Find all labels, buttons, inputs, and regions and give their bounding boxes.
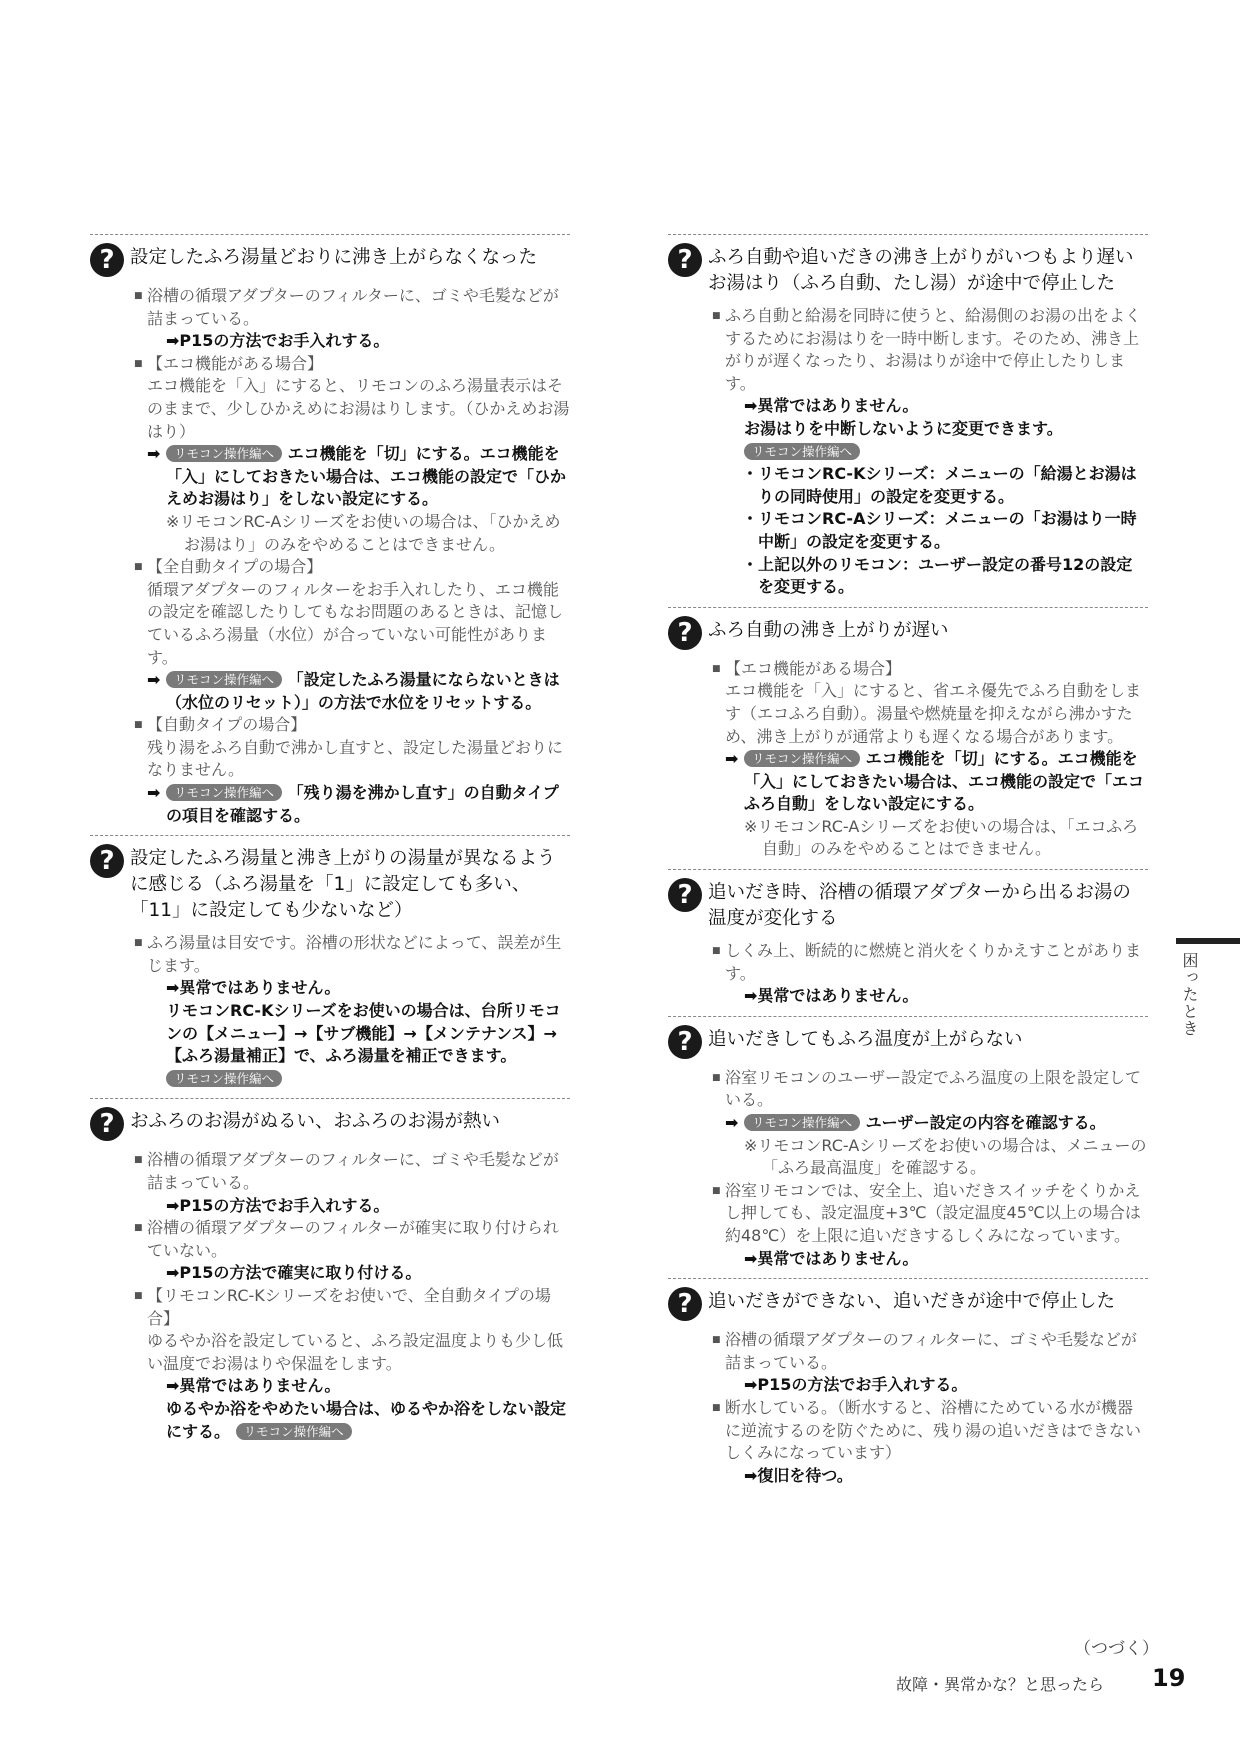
faq-question xyxy=(668,1027,1148,1059)
faq-question xyxy=(90,1109,570,1141)
cause-item: ■ ふろ自動と給湯を同時に使うと、給湯側のお湯の出をよくするためにお湯はりを一時中断します。そのため、沸き上がりが遅くなったり、お湯はりが途中で停止したりします。 xyxy=(712,305,1148,395)
faq-answer xyxy=(134,285,570,827)
remedy-text: 「設定したふろ湯量にならないときは（水位のリセット）」の方法で水位をリセットする。 xyxy=(166,670,560,712)
cause-item: ■ 浴室リモコンでは、安全上、追いだきスイッチをくりかえし押しても、設定温度+3℃（設定温度45℃以上の場合は約48℃）を上限に追いだきするしくみになっています。 xyxy=(712,1180,1148,1248)
cause-item: ■ 【エコ機能がある場合】 xyxy=(712,658,1148,681)
remote-manual-badge: リモコン操作編へ xyxy=(744,1114,860,1131)
question-icon: ? xyxy=(668,243,702,277)
remedy-detail: お湯はりを中断しないように変更できます。 xyxy=(744,418,1063,438)
remote-manual-badge: リモコン操作編へ xyxy=(744,750,860,767)
remote-manual-badge: リモコン操作編へ xyxy=(166,445,282,462)
remote-manual-badge: リモコン操作編へ xyxy=(744,443,860,460)
remote-manual-badge: リモコン操作編へ xyxy=(166,671,282,688)
cause-item: ■ 浴槽の循環アダプターのフィルターに、ゴミや毛髪などが詰まっている。 xyxy=(712,1329,1148,1374)
remedy: ➡異常ではありません。 xyxy=(166,1376,341,1396)
remedy: ➡異常ではありません。 xyxy=(744,1248,919,1268)
question-icon: ? xyxy=(90,844,124,878)
cause-item: ■ 【エコ機能がある場合】 xyxy=(134,353,570,376)
question-icon: ? xyxy=(90,243,124,277)
remedy-text: エコ機能を「切」にする。エコ機能を「入」にしておきたい場合は、エコ機能の設定で「エコふろ自動」をしない設定にする。 xyxy=(744,749,1145,814)
faq-title: 設定したふろ湯量どおりに沸き上がらなくなった xyxy=(130,247,538,268)
question-icon: ? xyxy=(668,878,702,912)
cause-item: ■ 断水している。（断水すると、浴槽にためている水が機器に逆流するのを防ぐために、残り湯の追いだきはできないしくみになっています） xyxy=(712,1397,1148,1465)
faq-question xyxy=(668,618,1148,650)
cause-item: ■ しくみ上、断続的に燃焼と消火をくりかえすことがあります。 xyxy=(712,940,1148,985)
cause-item: ■ 浴槽の循環アダプターのフィルターに、ゴミや毛髪などが詰まっている。 xyxy=(134,1149,570,1194)
faq-section xyxy=(90,1098,570,1451)
faq-question xyxy=(90,245,570,277)
badge-line xyxy=(134,1068,570,1091)
page-number: 19 xyxy=(1152,1664,1186,1692)
right-column xyxy=(668,234,1148,1495)
arrow-icon: ➡ xyxy=(147,670,161,690)
remedy-text: ゆるやか浴をやめたい場合は、ゆるやか浴をしない設定にする。 xyxy=(166,1398,567,1441)
faq-title: ふろ自動の沸き上がりが遅い xyxy=(708,619,949,641)
remedy xyxy=(134,669,570,714)
remedy xyxy=(134,782,570,827)
remedy-text: エコ機能を「切」にする。エコ機能を「入」にしておきたい場合は、エコ機能の設定で「ひかえめお湯はり」をしない設定にする。 xyxy=(166,444,567,509)
faq-title: 設定したふろ湯量と沸き上がりの湯量が異なるように感じる（ふろ湯量を「1」に設定しても多い、「11」に設定しても少ないなど） xyxy=(130,848,556,922)
faq-section xyxy=(668,1016,1148,1278)
remedy: ➡異常ではありません。 xyxy=(744,986,919,1006)
cause-item: ■ ふろ湯量は目安です。浴槽の形状などによって、誤差が生じます。 xyxy=(134,932,570,977)
arrow-icon: ➡ xyxy=(147,444,161,464)
side-tab-label: 困ったとき xyxy=(1180,952,1199,1037)
faq-section xyxy=(90,835,570,1098)
left-column xyxy=(90,234,570,1451)
remedy-detail xyxy=(134,1398,570,1443)
remedy xyxy=(134,443,570,511)
faq-section xyxy=(668,1278,1148,1495)
faq-section xyxy=(90,234,570,835)
cause-item: ■ 【全自動タイプの場合】 xyxy=(134,556,570,579)
remedy: ➡P15の方法でお手入れする。 xyxy=(166,331,390,351)
remedy: ➡復旧を待つ。 xyxy=(744,1465,853,1485)
faq-answer xyxy=(712,305,1148,599)
side-tab-bar xyxy=(1176,938,1240,944)
faq-question xyxy=(668,1289,1148,1321)
faq-answer xyxy=(712,1329,1148,1487)
faq-title: 追いだきができない、追いだきが途中で停止した xyxy=(708,1291,1116,1313)
cause-detail: エコ機能を「入」にすると、リモコンのふろ湯量表示はそのままで、少しひかえめにお湯はりします。（ひかえめお湯はり） xyxy=(147,376,570,441)
cause-detail: エコ機能を「入」にすると、省エネ優先でふろ自動をします（エコふろ自動）。湯量や燃焼量を抑えながら沸かすため、沸き上がりが通常よりも遅くなる場合があります。 xyxy=(725,681,1142,746)
remedy: ➡P15の方法でお手入れする。 xyxy=(744,1375,968,1395)
bullet-item: ・ リモコンRC-Aシリーズ：メニューの「お湯はり一時中断」の設定を変更する。 xyxy=(712,508,1148,553)
remedy: ➡P15の方法で確実に取り付ける。 xyxy=(166,1263,422,1283)
footer-chapter-title: 故障・異常かな？と思ったら xyxy=(896,1675,1105,1694)
question-icon: ? xyxy=(668,616,702,650)
cause-item: ■ 浴槽の循環アダプターのフィルターに、ゴミや毛髪などが詰まっている。 xyxy=(134,285,570,330)
cause-detail: 循環アダプターのフィルターをお手入れしたり、エコ機能の設定を確認したりしてもなお問題のあるときは、記憶しているふろ湯量（水位）が合っていない可能性があります。 xyxy=(147,579,564,667)
faq-section xyxy=(668,607,1148,869)
faq-question xyxy=(668,880,1148,932)
arrow-icon: ➡ xyxy=(725,1113,739,1133)
cause-item: ■ 【自動タイプの場合】 xyxy=(134,714,570,737)
remedy-text: 「残り湯を沸かし直す」の自動タイプの項目を確認する。 xyxy=(166,783,559,825)
question-icon: ? xyxy=(668,1025,702,1059)
faq-question xyxy=(90,846,570,924)
remedy xyxy=(712,1112,1148,1135)
faq-answer xyxy=(712,658,1148,861)
faq-question xyxy=(668,245,1148,297)
faq-title: 追いだき時、浴槽の循環アダプターから出るお湯の温度が変化する xyxy=(708,882,1131,930)
faq-section xyxy=(668,234,1148,607)
remote-manual-badge: リモコン操作編へ xyxy=(236,1423,352,1440)
remedy: ➡P15の方法でお手入れする。 xyxy=(166,1195,390,1215)
question-icon: ? xyxy=(668,1287,702,1321)
remedy: ➡異常ではありません。 xyxy=(744,396,919,416)
faq-answer xyxy=(134,1149,570,1443)
bullet-item: ・ リモコンRC-Kシリーズ：メニューの「給湯とお湯はりの同時使用」の設定を変更する。 xyxy=(712,463,1148,508)
continued-label: （つづく） xyxy=(1074,1639,1159,1659)
remote-manual-badge: リモコン操作編へ xyxy=(166,1070,282,1087)
faq-section xyxy=(668,869,1148,1016)
faq-title: 追いだきしてもふろ温度が上がらない xyxy=(708,1028,1023,1050)
arrow-icon: ➡ xyxy=(725,749,739,769)
cause-detail: ゆるやか浴を設定していると、ふろ設定温度よりも少し低い温度でお湯はりや保温をします。 xyxy=(147,1331,564,1373)
badge-line xyxy=(712,441,1148,464)
remedy-text: ユーザー設定の内容を確認する。 xyxy=(865,1113,1106,1133)
remedy-detail: リモコンRC-Kシリーズをお使いの場合は、台所リモコンの【メニュー】→【サブ機能】→【メンテナンス】→【ふろ湯量補正】で、ふろ湯量を補正できます。 xyxy=(166,1001,561,1066)
note: ※リモコンRC-Aシリーズをお使いの場合は、「エコふろ自動」のみをやめることはできません。 xyxy=(744,816,1139,859)
note: ※リモコンRC-Aシリーズをお使いの場合は、メニューの「ふろ最高温度」を確認する。 xyxy=(744,1135,1147,1178)
faq-answer xyxy=(712,1067,1148,1270)
arrow-icon: ➡ xyxy=(147,783,161,803)
question-icon: ? xyxy=(90,1107,124,1141)
faq-answer xyxy=(134,932,570,1090)
cause-item: ■ 浴槽の循環アダプターのフィルターが確実に取り付けられていない。 xyxy=(134,1217,570,1262)
remedy xyxy=(712,748,1148,816)
remote-manual-badge: リモコン操作編へ xyxy=(166,784,282,801)
bullet-item: ・ 上記以外のリモコン：ユーザー設定の番号12の設定を変更する。 xyxy=(712,554,1148,599)
faq-title: ふろ自動や追いだきの沸き上がりがいつもより遅いお湯はり（ふろ自動、たし湯）が途中で停止した xyxy=(708,247,1134,294)
note: ※リモコンRC-Aシリーズをお使いの場合は、「ひかえめお湯はり」のみをやめることはできません。 xyxy=(166,511,561,554)
cause-item: ■ 【リモコンRC-Kシリーズをお使いで、全自動タイプの場合】 xyxy=(134,1285,570,1330)
cause-item: ■ 浴室リモコンのユーザー設定でふろ温度の上限を設定している。 xyxy=(712,1067,1148,1112)
faq-title: おふろのお湯がぬるい、おふろのお湯が熱い xyxy=(130,1111,501,1133)
cause-detail: 残り湯をふろ自動で沸かし直すと、設定した湯量どおりになりません。 xyxy=(147,737,564,780)
remedy: ➡異常ではありません。 xyxy=(166,978,341,998)
faq-answer xyxy=(712,940,1148,1008)
